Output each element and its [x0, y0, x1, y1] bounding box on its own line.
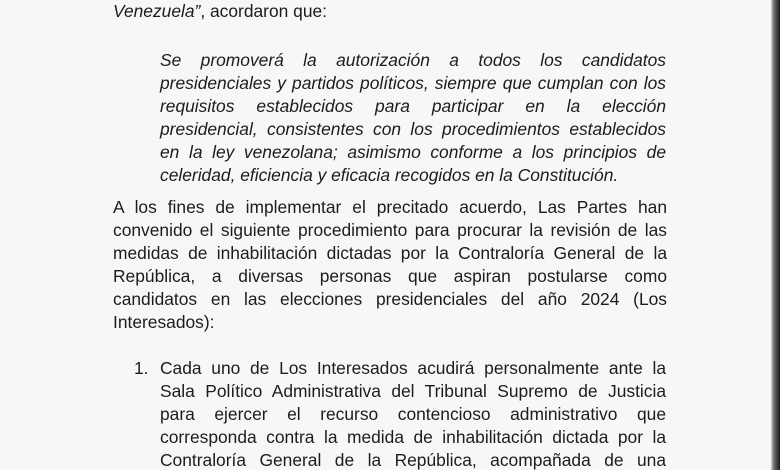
list-item-line: Contraloría General de la República, acompañada de una	[160, 450, 666, 470]
paragraph-line: medidas de inhabilitación dictadas por la Contraloría General de la	[113, 243, 667, 263]
paragraph-line: República, a diversas personas que aspiran postularse como	[113, 266, 667, 286]
paragraph-line: candidatos en las elecciones presidenciales del año 2024 (Los	[113, 289, 667, 309]
paragraph-line: convenido el siguiente procedimiento para procurar la revisión de las	[113, 220, 667, 240]
quote-line: Se promoverá la autorización a todos los candidatos	[160, 50, 666, 70]
list-item-line: Sala Político Administrativa del Tribunal Supremo de Justicia	[160, 381, 666, 401]
list-item-line: para ejercer el recurso contencioso administrativo que	[160, 404, 666, 424]
quote-line: celeridad, eficiencia y eficacia recogidos en la Constitución.	[160, 165, 619, 185]
paragraph-line: Interesados):	[113, 312, 215, 332]
list-item-line: Cada uno de Los Interesados acudirá personalmente ante la	[160, 358, 666, 378]
quote-line: en la ley venezolana; asimismo conforme a los principios de	[160, 142, 666, 162]
paragraph-line: A los fines de implementar el precitado acuerdo, Las Partes han	[113, 197, 667, 217]
quote-line: requisitos establecidos para participar en la elección	[160, 96, 666, 116]
intro-lead-rest: , acordaron que:	[200, 1, 327, 21]
quote-line: presidencial, consistentes con los procedimientos establecidos	[160, 119, 666, 139]
intro-lead-italic: Venezuela”	[113, 1, 201, 21]
intro-line	[113, 0, 667, 23]
page-edge-shadow	[771, 0, 780, 470]
list-item-line: corresponda contra la medida de inhabilitación dictada por la	[160, 427, 666, 447]
list-number: 1.	[134, 358, 149, 378]
quote-line: presidenciales y partidos políticos, siempre que cumplan con los	[160, 73, 666, 93]
